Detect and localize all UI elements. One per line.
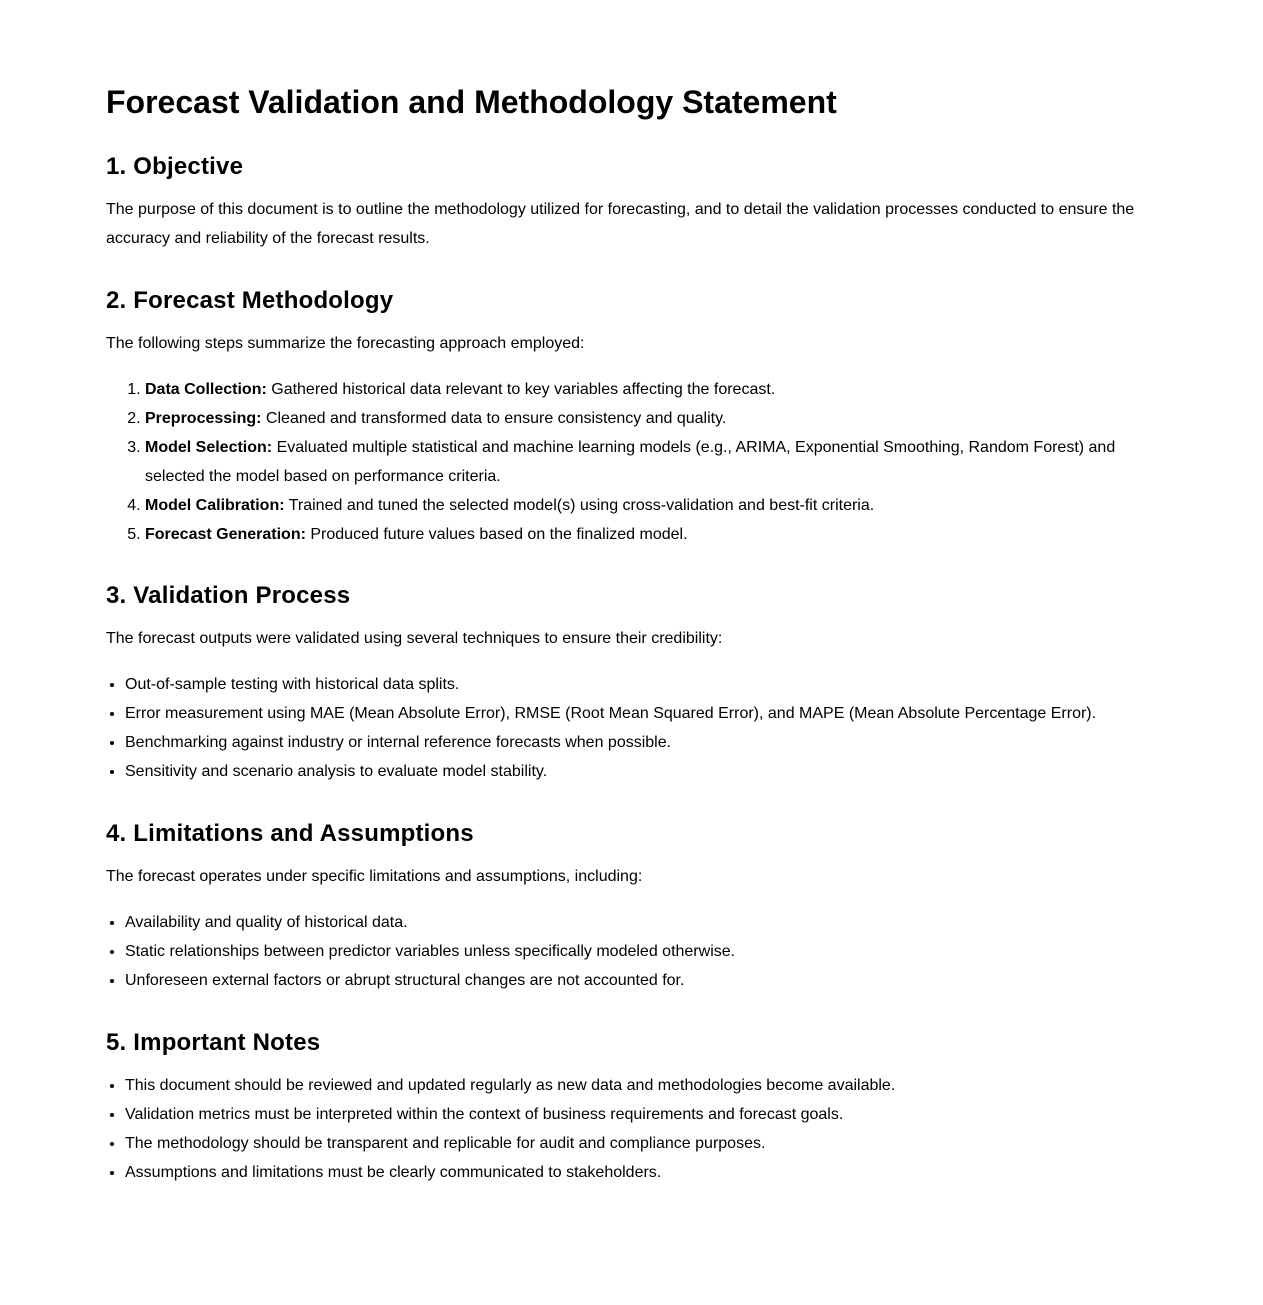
step-term: Forecast Generation: <box>145 526 306 543</box>
step-text: Trained and tuned the selected model(s) using cross-validation and best-fit criteria. <box>284 497 875 514</box>
list-item: • Unforeseen external factors or abrupt structural changes are not accounted for. <box>125 966 1157 995</box>
section-heading-limitations: 4. Limitations and Assumptions <box>106 820 474 847</box>
section-notes <box>106 1028 1157 1187</box>
list-item: • Availability and quality of historical data. <box>125 908 1157 937</box>
methodology-step <box>145 433 1157 491</box>
limitations-intro: The forecast operates under specific limitations and assumptions, including: <box>106 868 643 885</box>
section-heading-notes: 5. Important Notes <box>106 1029 321 1056</box>
list-item: • This document should be reviewed and updated regularly as new data and methodologies become available. <box>125 1071 1157 1100</box>
step-term: Data Collection: <box>145 381 267 398</box>
list-item: • Out-of-sample testing with historical data splits. <box>125 670 1157 699</box>
list-item: • Sensitivity and scenario analysis to evaluate model stability. <box>125 757 1157 786</box>
methodology-step <box>145 491 1157 520</box>
list-item: • Assumptions and limitations must be clearly communicated to stakeholders. <box>125 1158 1157 1187</box>
methodology-step <box>145 520 1157 549</box>
validation-intro: The forecast outputs were validated using several techniques to ensure their credibility: <box>106 630 723 647</box>
objective-paragraph: The purpose of this document is to outline the methodology utilized for forecasting, and to detail the validation processes conducted to ensure the accuracy and reliability of the forecast results. <box>106 201 1135 247</box>
step-text: Produced future values based on the finalized model. <box>305 526 688 543</box>
section-limitations <box>106 819 1157 995</box>
section-heading-objective: 1. Objective <box>106 153 244 180</box>
section-validation <box>106 581 1157 786</box>
step-term: Preprocessing: <box>145 410 262 427</box>
step-text: Evaluated multiple statistical and machine learning models (e.g., ARIMA, Exponential Smoothing, Random Forest) and selected the model based on performance criteria. <box>145 439 1116 485</box>
list-item: • The methodology should be transparent and replicable for audit and compliance purposes. <box>125 1129 1157 1158</box>
validation-list <box>106 670 1157 786</box>
list-item: • Error measurement using MAE (Mean Absolute Error), RMSE (Root Mean Squared Error), and MAPE (Mean Absolute Percentage Error). <box>125 699 1157 728</box>
notes-list <box>106 1071 1157 1187</box>
section-heading-methodology: 2. Forecast Methodology <box>106 287 394 314</box>
list-item: • Validation metrics must be interpreted within the context of business requirements and forecast goals. <box>125 1100 1157 1129</box>
section-methodology <box>106 286 1157 549</box>
limitations-list <box>106 908 1157 995</box>
step-text: Cleaned and transformed data to ensure consistency and quality. <box>261 410 727 427</box>
step-term: Model Selection: <box>145 439 273 456</box>
document-title: Forecast Validation and Methodology Statement <box>106 84 837 120</box>
section-objective <box>106 152 1157 270</box>
list-item: • Static relationships between predictor variables unless specifically modeled otherwise. <box>125 937 1157 966</box>
step-term: Model Calibration: <box>145 497 285 514</box>
methodology-intro: The following steps summarize the forecasting approach employed: <box>106 335 585 352</box>
step-text: Gathered historical data relevant to key variables affecting the forecast. <box>266 381 776 398</box>
methodology-steps-list <box>106 375 1157 549</box>
methodology-step <box>145 375 1157 404</box>
list-item: • Benchmarking against industry or internal reference forecasts when possible. <box>125 728 1157 757</box>
section-heading-validation: 3. Validation Process <box>106 582 351 609</box>
methodology-step <box>145 404 1157 433</box>
